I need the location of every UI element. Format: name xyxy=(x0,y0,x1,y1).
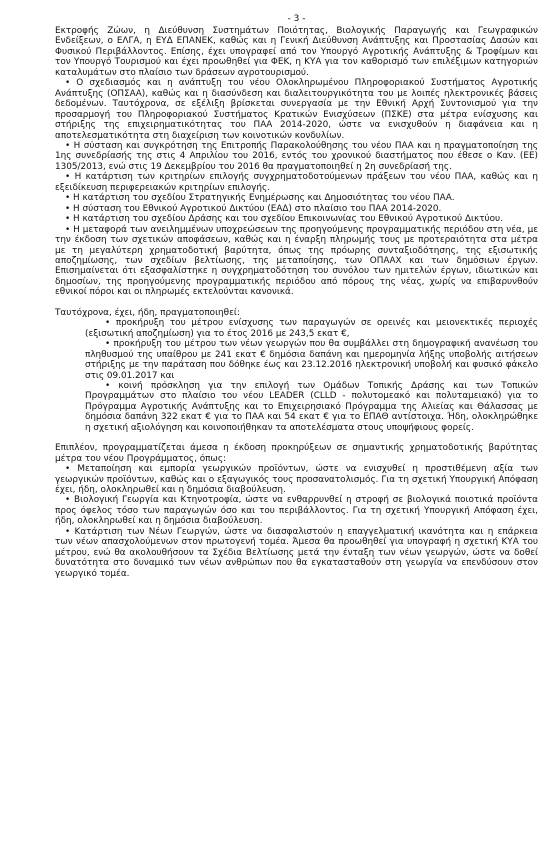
bullet-selection-criteria: • Η κατάρτιση των κριτηρίων επιλογής συγχρηματοδοτούμενων πράξεων του νέου ΠΑΑ, καθώς και η εξειδίκευση περιφερειακών κριτηρίων επιλογής. xyxy=(55,172,538,193)
furthermore-intro: Επιπλέον, προγραμματίζεται άμεσα η έκδοση προκηρύξεων σε σημαντικής χρηματοδοτικής βαρύτητας μέτρα του νέου Προγράμματος, όπως: xyxy=(55,443,538,464)
bullet-communication-strategy: • Η κατάρτιση του σχεδίου Στρατηγικής Ενημέρωσης και Δημοσιότητας του νέου ΠΑΑ. xyxy=(65,193,455,204)
spacer xyxy=(55,298,538,308)
furthermore-item: • Κατάρτιση των Νέων Γεωργών, ώστε να διασφαλιστούν η επαγγελματική ικανότητα και η επάρκεια των νέων απασχολούμενων στον πρωτογενή τομέα. Άμεσα θα προωθηθεί για υπογραφή η σχετική ΚΥΑ του μέτρου, ενώ θα ακολουθήσουν τα Σχέδια Βελτίωσης μετά την ένταξη των νέων γεωργών, ώστε να δοθεί δυνατότητα στο δυναμικό των νέων ανθρώπων που θα εγκατασταθούν στη γεωργία να επενδύσουν στον γεωργικό τομέα. xyxy=(55,526,538,579)
simultaneously-intro: Ταυτόχρονα, έχει, ήδη, πραγματοποιηθεί: xyxy=(55,307,240,318)
page-number: - 3 - xyxy=(287,14,306,24)
paragraph-continuation: Εκτροφής Ζώων, η Διεύθυνση Συστημάτων Ποιότητας, Βιολογικής Παραγωγής και Γεωγραφικών Ενδείξεων, ο ΕΛΓΑ, η ΕΥΔ ΕΠΑΝΕΚ, καθώς και η Γενική Διεύθυνση Ανάπτυξης και Προστασίας Δασών και Φυσικού Περιβάλλοντος. Επίσης, έχει υπογραφεί από τον Υπουργό Αγροτικής Ανάπτυξης & Τροφίμων και τον Υπουργό Τουρισμού και έχει προωθηθεί για ΦΕΚ, η ΚΥΑ για τον καθορισμό των επιλέξιμων κατηγοριών καταλυμάτων στο πλαίσιο των δράσεων αγροτουρισμού. xyxy=(55,26,538,78)
simultaneously-item: • προκήρυξη του μέτρου ενίσχυσης των παραγωγών σε ορεινές και μειονεκτικές περιοχές (εξισωτική αποζημίωση) για το έτος 2016 με 243,5 εκατ €, xyxy=(85,318,538,339)
simultaneously-item: • προκήρυξη του μέτρου των νέων γεωργών που θα συμβάλλει στη δημογραφική ανανέωση του πληθυσμού της υπαίθρου με 241 εκατ € δημόσια δαπάνη και ημερομηνία λήξης υποβολής αιτήσεων στήριξης με την παράταση που δόθηκε έως και 23.12.2016 ηλεκτρονική υποβολή και φυσικό φάκελο στις 09.01.2017 και xyxy=(85,339,538,381)
spacer xyxy=(55,433,538,443)
bullet-opsaa: • Ο σχεδιασμός και η ανάπτυξη του νέου Ολοκληρωμένου Πληροφοριακού Συστήματος Αγροτικής Ανάπτυξης (ΟΠΣΑΑ), καθώς και η διασύνδεση και διαλειτουργικότητα του με λοιπές ηλεκτρονικές βάσεις δεδομένων. Ταυτόχρονα, σε εξέλιξη βρίσκεται συνεργασία με την Εθνική Αρχή Συντονισμού για την προσαρμογή του Πληροφοριακού Συστήματος Κρατικών Ενισχύσεων (ΠΣΚΕ) στα μέτρα ενίσχυσης και στήριξης της επιχειρηματικότητας του ΠΑΑ 2014-2020, ώστε να ενισχυθούν η διαφάνεια και η αποτελεσματικότητα στη διαχείριση των κοινοτικών κονδυλίων. xyxy=(55,78,538,141)
furthermore-item: • Βιολογική Γεωργία και Κτηνοτροφία, ώστε να ενθαρρυνθεί η στροφή σε βιολογικά ποιοτικά προϊόντα προς όφελος τόσο των παραγωγών όσο και του περιβάλλοντος. Για τη σχετική Υπουργική Απόφαση έχει, ήδη, ολοκληρωθεί και η δημόσια διαβούλευση. xyxy=(55,495,538,527)
furthermore-item: • Μεταποίηση και εμπορία γεωργικών προϊόντων, ώστε να ενισχυθεί η προστιθέμενη αξία των γεωργικών προϊόντων, καθώς και ο εξαγωγικός τους προσανατολισμός. Για τη σχετική Υπουργική Απόφαση έχει, ήδη, ολοκληρωθεί και η δημόσια διαβούλευση. xyxy=(55,464,538,496)
bullet-monitoring-committee: • Η σύσταση και συγκρότηση της Επιτροπής Παρακολούθησης του νέου ΠΑΑ και η πραγματοποίηση της 1ης συνεδρίασής της στις 4 Απριλίου του 2016, εντός του χρονικού διαστήματος που έθεσε ο Καν. (ΕΕ) 1305/2013, ενώ στις 19 Δεκεμβρίου του 2016 θα πραγματοποιηθεί η 2η συνεδρίασή της. xyxy=(55,140,538,172)
simultaneously-item: • κοινή πρόσκληση για την επιλογή των Ομάδων Τοπικής Δράσης και των Τοπικών Προγραμμάτων στο πλαίσιο του νέου LEADER (CLLD - πολυτομεακό και πολυταμειακό) για το Πρόγραμμα Αγροτικής Ανάπτυξης και το Επιχειρησιακό Πρόγραμμα της Αλιείας και Θάλασσας με δημόσια δαπάνη 322 εκατ € για το ΠΑΑ και 54 εκατ € για το ΕΠΑΘ αντίστοιχα. Ήδη, ολοκληρώθηκε η σχετική αξιολόγηση και κοινοποιήθηκαν τα αποτελέσματα στους υποψήφιους φορείς. xyxy=(85,380,538,433)
bullet-action-plan: • Η κατάρτιση του σχεδίου Δράσης και του σχεδίου Επικοινωνίας του Εθνικού Αγροτικού Δικτύου. xyxy=(65,214,503,225)
bullet-national-rural-network: • Η σύσταση του Εθνικού Αγροτικού Δικτύου (ΕΑΔ) στο πλαίσιο του ΠΑΑ 2014-2020. xyxy=(65,203,442,214)
bullet-transfer-obligations: • Η μεταφορά των ανειλημμένων υποχρεώσεων της προηγούμενης προγραμματικής περιόδου στη νέα, με την έκδοση των σχετικών αποφάσεων, καθώς και η έναρξη πληρωμής τους με προτεραιότητα στα μέτρα με τη μεγαλύτερη χρηματοδοτική βαρύτητα, όπως της πρόωρης συνταξιοδότησης, της εξισωτικής αποζημίωσης, των σχεδίων βελτίωσης, της μεταποίησης, των ΟΠΑΑΧ και των δημόσιων έργων. Επισημαίνεται ότι εξασφαλίστηκε η συγχρηματοδότηση του συνόλου των ημιτελών έργων, ιδιωτικών και δημοσίων, της προηγούμενης προγραμματικής περιόδου από πόρους της νέας, χωρίς να επιβαρυνθούν εθνικοί πόροι και οι πληρωμές εκτελούνται κανονικά. xyxy=(55,224,538,298)
